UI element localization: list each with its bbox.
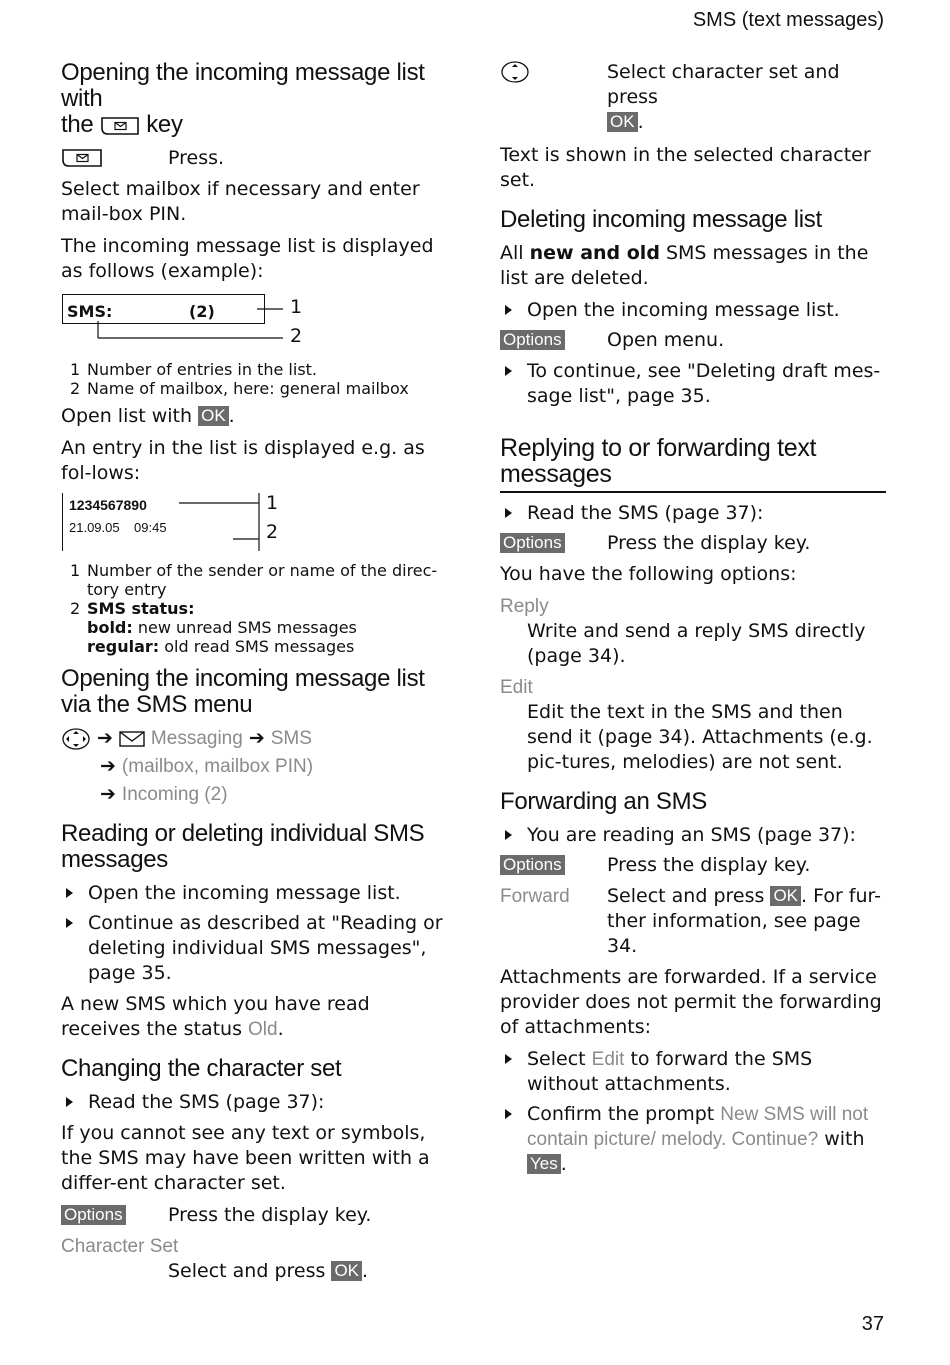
forward-option: Forward [500,886,570,907]
ok-softkey: OK [607,112,638,132]
entry-callout-lines [61,493,301,553]
entry-legend [70,561,447,656]
bullet-item: To continue, see "Deleting draft mes-sage list", page 35. [500,359,886,409]
reply-option: Reply [500,596,549,617]
bullet-item: Open the incoming message list. [500,298,886,323]
navigation-key-icon [500,60,530,84]
character-set-option: Character Set [61,1236,179,1257]
menu-mailbox: (mailbox, mailbox PIN) [121,756,314,777]
options-softkey: Options [500,855,565,875]
legend-item: 2 SMS status: bold: new unread SMS messages regular: old read SMS messages [70,599,357,656]
options-row: Options Press the display key. [500,531,886,556]
ok-softkey: OK [331,1261,362,1281]
section-title-character-set: Changing the character set [61,1055,342,1082]
section-title-open-via-menu: Opening the incoming message list via the SMS menu [61,665,425,718]
bullet-item: Confirm the prompt New SMS will not contain picture/ melody. Continue? with Yes . [500,1102,886,1177]
entry-number: 1234567890 [69,497,147,513]
options-row: Options Press the display key. [61,1203,447,1228]
bullet-item: Read the SMS (page 37): [500,501,886,526]
edit-description: Edit the text in the SMS and then send it (page 34). Attachments (e.g. pic-tures, melodies) are not sent. [527,701,873,773]
menu-path [61,726,447,807]
entry-display-example [61,493,447,553]
page-number: 37 [861,1313,884,1335]
different-charset-text: If you cannot see any text or symbols, the SMS may have been written with a differ-ent character set. [61,1122,430,1194]
options-softkey: Options [500,330,565,350]
page-header: SMS (text messages) [692,9,884,31]
open-list-text: Open list with OK . [61,405,235,427]
select-charset-row: Select character set and press OK . [500,60,886,135]
arrow-icon: ➔ [100,755,116,777]
displayed-as-text: The incoming message list is displayed as follows (example): [61,235,434,282]
bullet-item: Open the incoming message list. [61,881,447,906]
press-message-key-row [61,146,447,171]
arrow-icon: ➔ [100,783,116,805]
display-count: (2) [189,302,215,321]
callout-1: 1 [290,296,303,318]
select-press-row: Select and press OK . [168,1260,369,1282]
left-column [61,60,447,1290]
entry-datetime: 21.09.05 09:45 [69,520,167,535]
navigation-key-icon [61,727,91,751]
yes-softkey: Yes [527,1154,561,1174]
legend-item: 1 Number of the sender or name of the direc-tory entry [70,561,438,599]
attachments-forwarded-text: Attachments are forwarded. If a service provider does not permit the forwarding of attachments: [500,966,882,1038]
edit-option: Edit [500,677,533,698]
options-row: Options Press the display key. [500,853,886,878]
charset-shown-text: Text is shown in the selected character set. [500,144,871,191]
message-list-display-example [61,294,447,352]
menu-messaging: Messaging [150,728,243,749]
options-softkey: Options [500,533,565,553]
forward-row: Forward Select and press OK . For fur-ther information, see page 34. [500,885,881,957]
ok-softkey: OK [770,886,801,906]
menu-incoming: Incoming (2) [121,784,228,805]
select-mailbox-text: Select mailbox if necessary and enter mail-box PIN. [61,178,420,225]
entry-displayed-text: An entry in the list is displayed e.g. as fol-lows: [61,437,425,484]
right-column [500,60,886,1182]
callout-2: 2 [290,325,303,347]
deleted-text: All new and old SMS messages in the list are deleted. [500,242,869,289]
section-title-deleting-list: Deleting incoming message list [500,206,822,233]
arrow-icon: ➔ [97,727,113,749]
message-key-icon [61,148,103,168]
menu-sms: SMS [270,728,312,749]
callout-2: 2 [266,521,279,543]
options-row: Options Open menu. [500,328,886,353]
section-title-replying-forwarding: Replying to or forwarding text messages [500,435,886,493]
section-title-reading-deleting: Reading or deleting individual SMS messages [61,820,425,873]
envelope-icon [119,730,145,748]
bullet-item: You are reading an SMS (page 37): [500,823,886,848]
section-title-open-with-key: Opening the incoming message list with the key [61,59,425,138]
following-options-text: You have the following options: [500,563,797,585]
display-legend [70,360,447,398]
press-text: Press. [168,147,225,169]
arrow-icon: ➔ [248,727,265,749]
bullet-item: Select Edit to forward the SMS without attachments. [500,1047,886,1097]
bullet-item: Read the SMS (page 37): [61,1090,447,1115]
callout-1: 1 [266,492,279,514]
reply-description: Write and send a reply SMS directly (page 34). [527,620,866,667]
status-old-text: A new SMS which you have read receives the status Old. [61,993,370,1040]
options-softkey: Options [61,1205,126,1225]
ok-softkey: OK [198,406,229,426]
message-key-icon [100,116,140,136]
display-callout-lines [61,294,301,352]
section-title-forwarding: Forwarding an SMS [500,788,707,815]
legend-item: 2 Name of mailbox, here: general mailbox [70,379,409,398]
legend-item: 1 Number of entries in the list. [70,360,318,379]
bullet-item: Continue as described at "Reading or deleting individual SMS messages", page 35. [61,911,447,986]
display-sms-label: SMS: [67,302,113,321]
